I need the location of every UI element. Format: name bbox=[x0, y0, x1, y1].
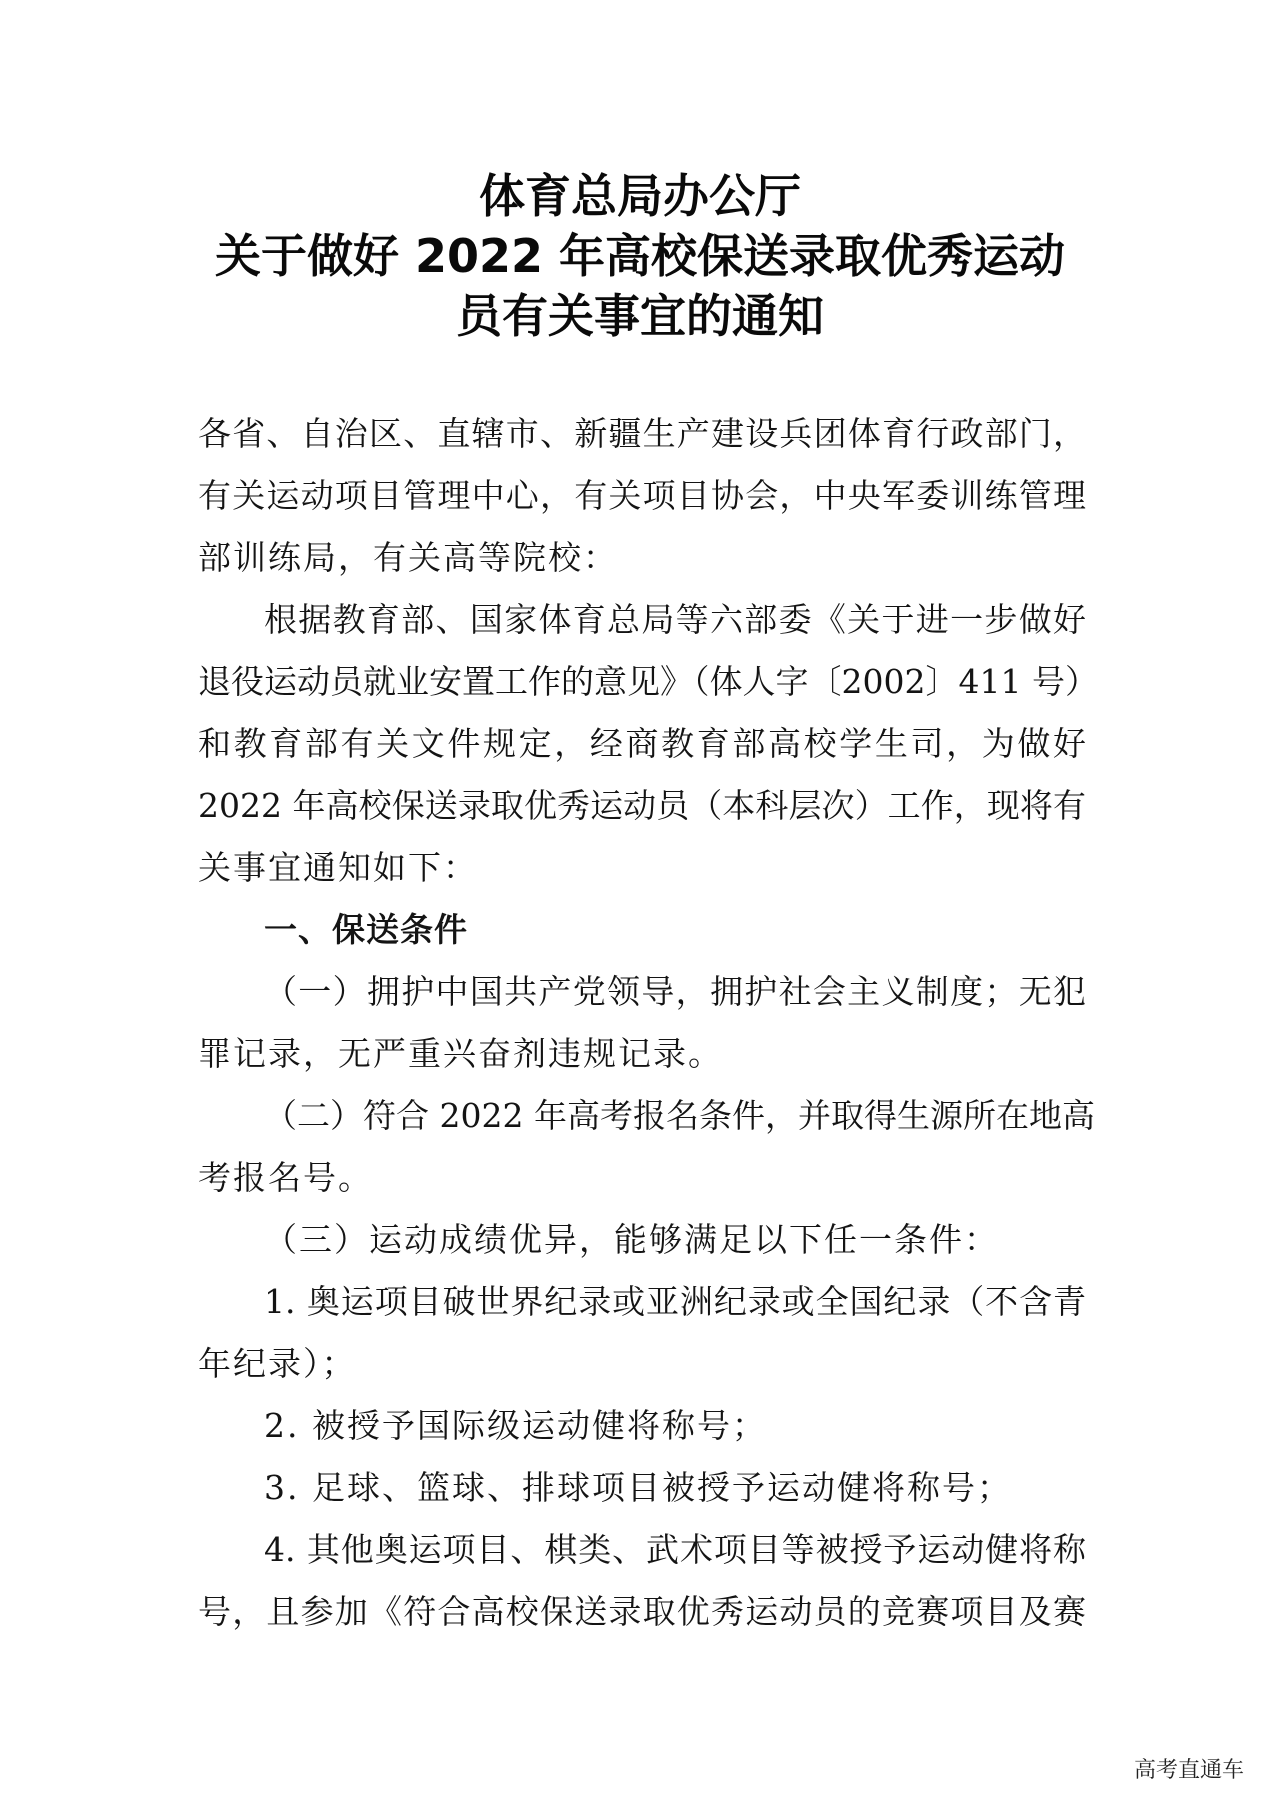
intro-line-3: 和教育部有关文件规定，经商教育部高校学生司，为做好 bbox=[198, 724, 1086, 763]
intro-line-4: 2022 年高校保送录取优秀运动员（本科层次）工作，现将有 bbox=[198, 786, 1086, 825]
sub-item-1-line-2: 年纪录）； bbox=[198, 1344, 357, 1383]
title-line-3: 员有关事宜的通知 bbox=[456, 289, 824, 343]
sub-item-2-line-1: 2. 被授予国际级运动健将称号； bbox=[264, 1406, 767, 1445]
sub-item-3-line-1: 3. 足球、篮球、排球项目被授予运动健将称号； bbox=[264, 1468, 1012, 1507]
sub-item-1-line-1: 1. 奥运项目破世界纪录或亚洲纪录或全国纪录（不含青 bbox=[264, 1282, 1086, 1321]
title-line-2: 关于做好 2022 年高校保送录取优秀运动 bbox=[214, 229, 1066, 283]
addressee-line-1: 各省、自治区、直辖市、新疆生产建设兵团体育行政部门， bbox=[198, 414, 1086, 453]
intro-line-5: 关事宜通知如下： bbox=[198, 848, 478, 887]
title-line-1: 体育总局办公厅 bbox=[479, 169, 801, 223]
item-3-line-1: （三）运动成绩优异，能够满足以下任一条件： bbox=[264, 1220, 999, 1259]
item-2-line-2: 考报名号。 bbox=[198, 1158, 373, 1197]
sub-item-4-line-1: 4. 其他奥运项目、棋类、武术项目等被授予运动健将称 bbox=[264, 1530, 1086, 1569]
intro-line-2: 退役运动员就业安置工作的意见》（体人字〔2002〕411 号） bbox=[198, 662, 1098, 701]
addressee-line-2: 有关运动项目管理中心，有关项目协会，中央军委训练管理 bbox=[198, 476, 1086, 515]
item-2-line-1: （二）符合 2022 年高考报名条件，并取得生源所在地高 bbox=[264, 1096, 1095, 1135]
item-1-line-2: 罪记录，无严重兴奋剂违规记录。 bbox=[198, 1034, 723, 1073]
sub-item-4-line-2: 号，且参加《符合高校保送录取优秀运动员的竞赛项目及赛 bbox=[198, 1592, 1086, 1631]
item-1-line-1: （一）拥护中国共产党领导，拥护社会主义制度；无犯 bbox=[264, 972, 1086, 1011]
intro-line-1: 根据教育部、国家体育总局等六部委《关于进一步做好 bbox=[264, 600, 1086, 639]
watermark-label: 高考直通车 bbox=[1133, 1758, 1244, 1783]
addressee-line-3: 部训练局，有关高等院校： bbox=[198, 538, 618, 577]
section-heading: 一、保送条件 bbox=[264, 910, 468, 949]
